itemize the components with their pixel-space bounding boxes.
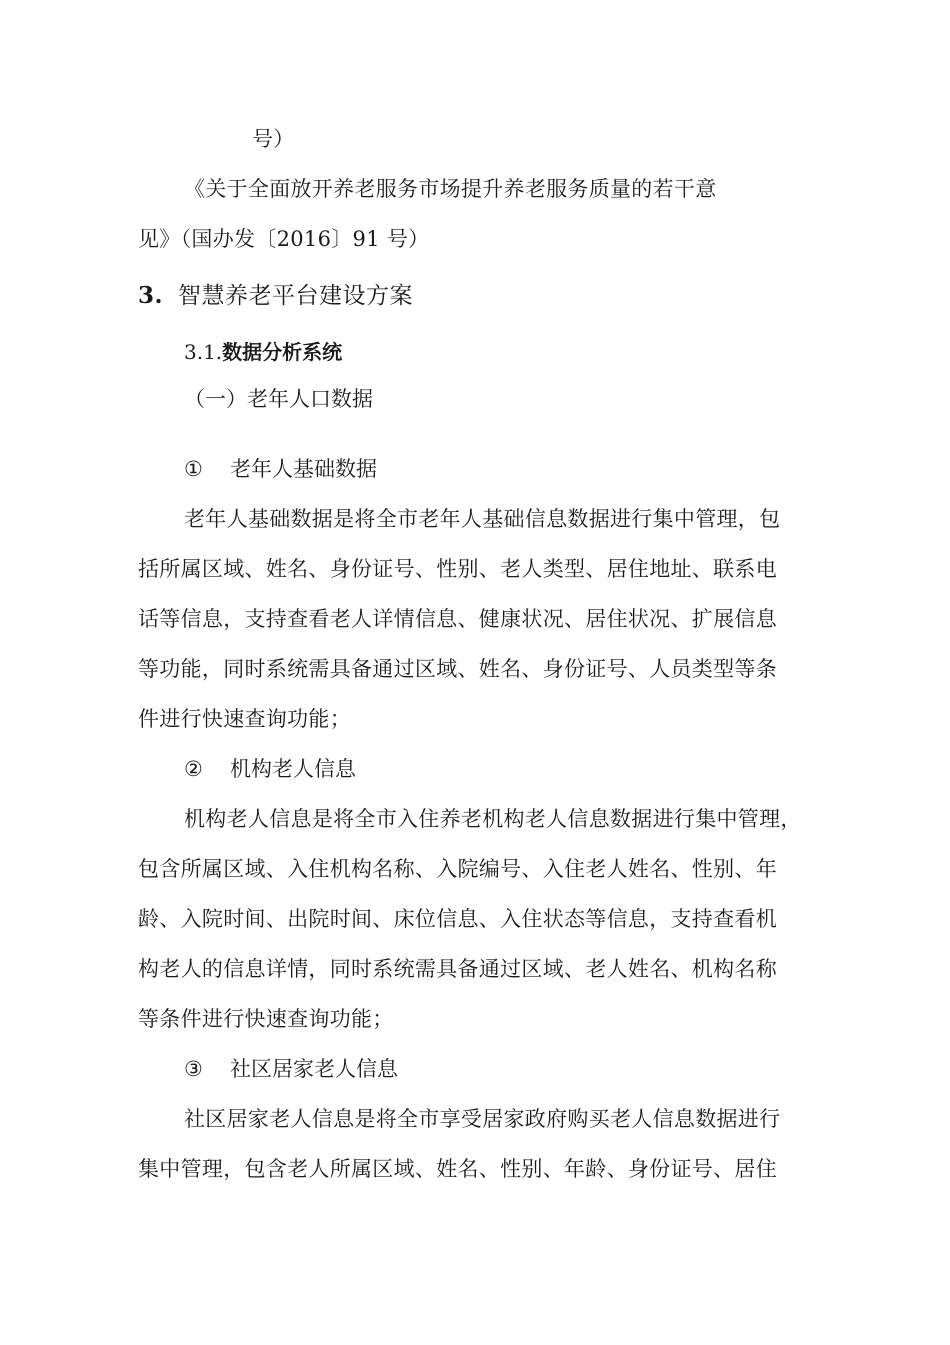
reference-line-1: 《关于全面放开养老服务市场提升养老服务质量的若干意 (184, 177, 717, 201)
item-marker: ① (184, 457, 203, 481)
section-title: 智慧养老平台建设方案 (178, 283, 413, 309)
subsection-heading (184, 337, 342, 367)
part-heading: （一）老年人口数据 (184, 387, 373, 411)
item-heading (184, 754, 356, 784)
section-heading (138, 280, 413, 312)
paragraph-line: 机构老人信息是将全市入住养老机构老人信息数据进行集中管理， (184, 807, 802, 831)
continuation-text: 号） (252, 127, 295, 151)
item-title: 社区居家老人信息 (230, 1057, 398, 1081)
item-heading (184, 1054, 398, 1084)
paragraph-line: 集中管理，包含老人所属区域、姓名、性别、年龄、身份证号、居住 (138, 1157, 777, 1181)
item-heading (184, 454, 377, 484)
paragraph-line: 等功能，同时系统需具备通过区域、姓名、身份证号、人员类型等条 (138, 657, 777, 681)
subsection-title: 数据分析系统 (222, 340, 343, 364)
item-marker: ③ (184, 1057, 203, 1081)
paragraph-line: 包含所属区域、入住机构名称、入院编号、入住老人姓名、性别、年 (138, 857, 777, 881)
paragraph-line: 话等信息，支持查看老人详情信息、健康状况、居住状况、扩展信息 (138, 607, 777, 631)
item-title: 老年人基础数据 (230, 457, 377, 481)
paragraph-line: 构老人的信息详情，同时系统需具备通过区域、老人姓名、机构名称 (138, 957, 777, 981)
paragraph-line: 等条件进行快速查询功能； (138, 1007, 394, 1031)
item-marker: ② (184, 757, 203, 781)
paragraph-line: 龄、入院时间、出院时间、床位信息、入住状态等信息，支持查看机 (138, 907, 777, 931)
reference-line-2: 见》（国办发〔2016〕91 号） (138, 227, 430, 251)
paragraph-line: 老年人基础数据是将全市老年人基础信息数据进行集中管理，包 (184, 507, 781, 531)
section-number: 3. (138, 282, 164, 309)
item-title: 机构老人信息 (230, 757, 356, 781)
paragraph-line: 括所属区域、姓名、身份证号、性别、老人类型、居住地址、联系电 (138, 557, 777, 581)
paragraph-line: 社区居家老人信息是将全市享受居家政府购买老人信息数据进行 (184, 1107, 781, 1131)
paragraph-line: 件进行快速查询功能； (138, 707, 351, 731)
subsection-number: 3.1. (184, 340, 223, 364)
